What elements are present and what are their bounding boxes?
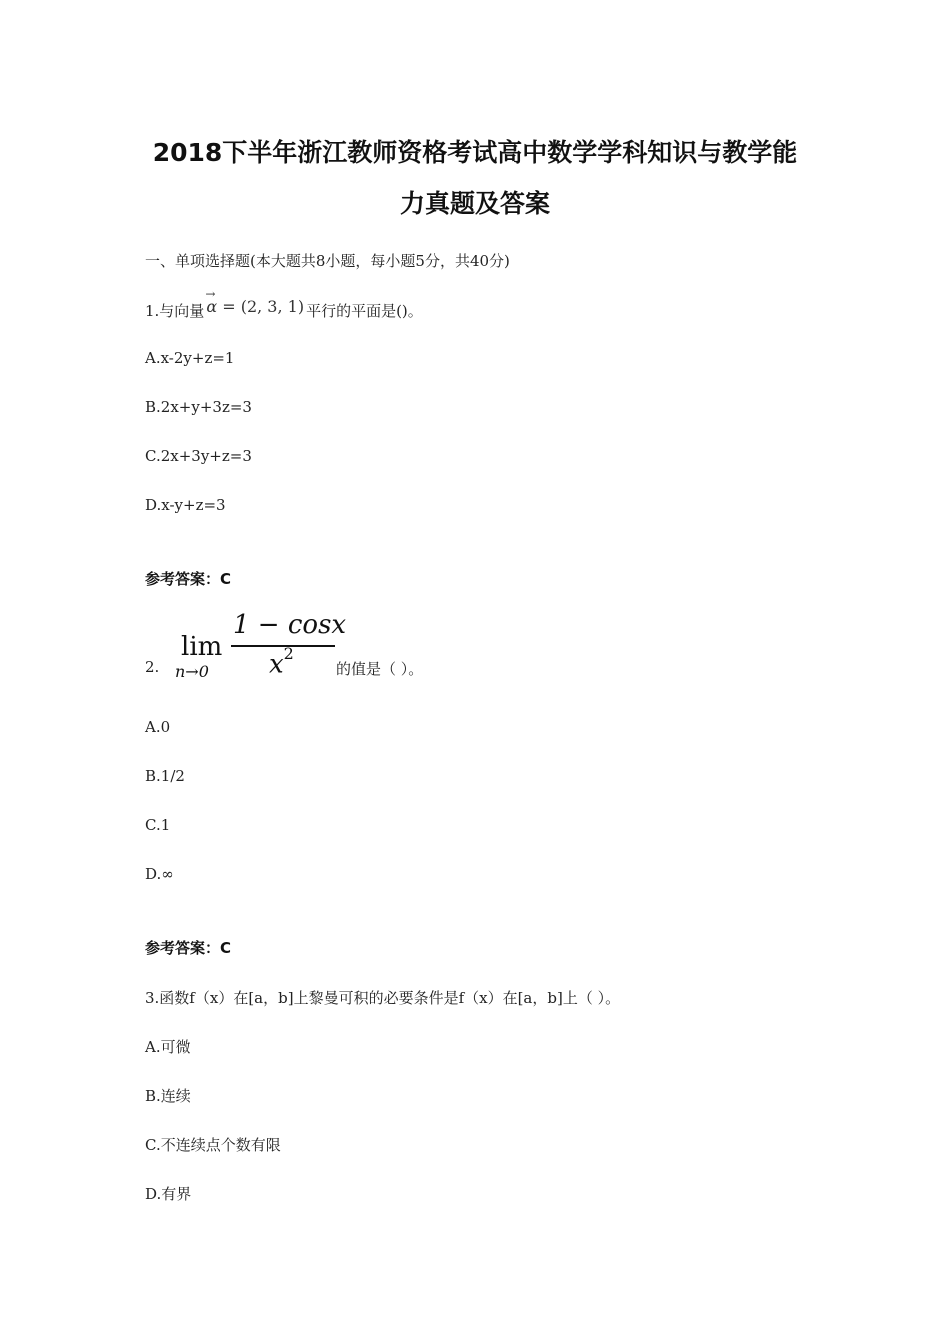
vector-formula	[205, 287, 305, 316]
question-1-option-c: C.2x+3y+z=3	[145, 447, 252, 465]
question-1-option-a: A.x-2y+z=1	[145, 349, 235, 367]
question-2-answer: 参考答案：C	[145, 939, 232, 957]
vector-arrow-icon: →	[205, 287, 216, 301]
question-2-number: 2.	[145, 658, 160, 676]
question-2-option-c: C.1	[145, 816, 171, 834]
question-1-stem	[145, 287, 423, 321]
question-1-answer: 参考答案：C	[145, 570, 232, 588]
question-3-option-a: A.可微	[145, 1038, 191, 1056]
question-2-option-b: B.1/2	[145, 767, 185, 785]
fraction-denominator	[269, 644, 294, 680]
lim-subscript: n→0	[175, 662, 209, 681]
question-2-option-a: A.0	[145, 718, 171, 736]
question-2-suffix: 的值是（ ）。	[336, 660, 424, 678]
limit-expression	[175, 610, 345, 685]
section-heading: 一、单项选择题(本大题共8小题，每小题5分，共40分)	[145, 252, 510, 270]
document-title-line-1: 2018下半年浙江教师资格考试高中数学学科知识与教学能	[152, 138, 798, 167]
fraction-numerator: 1 − cosx	[233, 610, 347, 640]
lim-word: lim	[181, 632, 223, 662]
vector-value: = (2, 3, 1)	[222, 297, 305, 316]
question-3-stem: 3.函数f（x）在[a，b]上黎曼可积的必要条件是f（x）在[a，b]上（ ）。	[145, 989, 621, 1007]
denominator-base: x	[269, 649, 284, 680]
question-3-option-c: C.不连续点个数有限	[145, 1136, 281, 1154]
question-1-option-d: D.x-y+z=3	[145, 496, 226, 514]
question-1-suffix: 平行的平面是()。	[306, 302, 423, 320]
fraction-bar	[231, 645, 335, 647]
question-1-option-b: B.2x+y+3z=3	[145, 398, 252, 416]
denominator-exponent: 2	[283, 644, 294, 663]
question-2-option-d: D.∞	[145, 865, 174, 883]
document-title-line-2: 力真题及答案	[399, 189, 550, 218]
question-3-option-d: D.有界	[145, 1185, 192, 1203]
question-1-prefix: 1.与向量	[145, 302, 205, 320]
question-3-option-b: B.连续	[145, 1087, 191, 1105]
vector-symbol: α	[206, 297, 218, 316]
